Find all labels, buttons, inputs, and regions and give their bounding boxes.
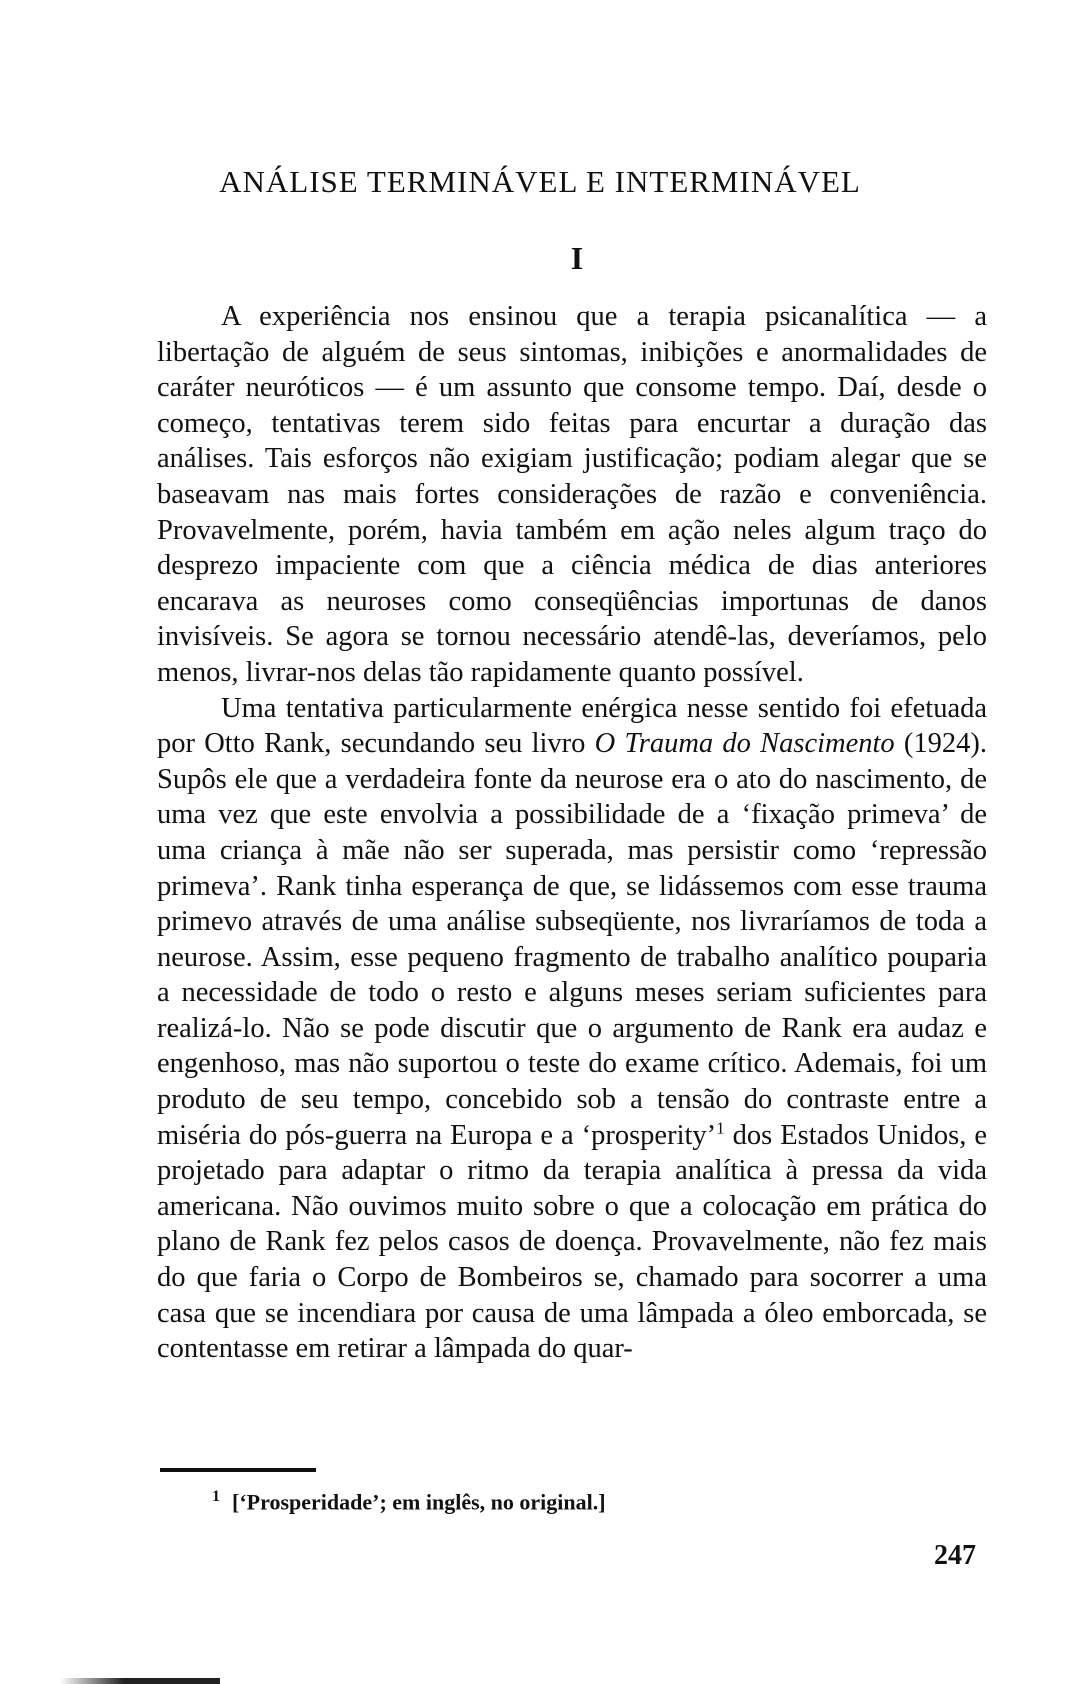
section-number: I (570, 240, 584, 276)
paragraph-2 (157, 691, 987, 1367)
footnote-number: 1 (212, 1488, 220, 1505)
book-title-italic: O Trauma do Nascimento (594, 728, 895, 760)
paragraph-1-text: A experiência nos ensinou que a terapia psicanalítica — a libertação de alguém de seus sintomas, inibições e anormalidades de caráter neuróticos — é um assunto que consome tempo. Daí, desde o começo, tentativas terem sido feitas para encurtar a duração das análises. Tais esforços não exigiam justificação; podiam alegar que se baseavam nas mais fortes considerações de razão e conveniência. Provavelmente, porém, havia também em ação neles algum traço do desprezo impaciente com que a ciência médica de dias anteriores encarava as neuroses como conseqüências importunas de danos invisíveis. Se agora se tornou necessário atendê-las, deveríamos, pelo menos, livrar-nos delas tão rapidamente quanto possível. (157, 301, 987, 688)
body-text (157, 299, 987, 1367)
paragraph-1 (157, 299, 987, 691)
footnote-divider (160, 1468, 316, 1472)
paragraph-2-text-end: dos Estados Unidos, e projetado para adaptar o ritmo da terapia analítica à pressa da vida americana. Não ouvimos muito sobre o que a colocação em prática do plano de Rank fez pelos casos de doença. Provavelmente, não fez mais do que faria o Corpo de Bombeiros se, chamado para socorrer a uma casa que se incendiara por causa de uma lâmpada a óleo emborcada, se contentasse em retirar a lâmpada do quar- (157, 1119, 987, 1365)
footnote (212, 1488, 606, 1515)
scan-edge-shadow (60, 1678, 220, 1684)
chapter-title: ANÁLISE TERMINÁVEL E INTERMINÁVEL (219, 164, 861, 199)
paragraph-2-text-start: Uma tentativa particularmente enérgica nesse sentido foi efetuada por Otto Rank, secundando seu livro (157, 692, 987, 760)
page-number: 247 (934, 1540, 976, 1571)
footnote-text: [‘Prosperidade’; em inglês, no original.] (232, 1489, 606, 1515)
footnote-reference: 1 (716, 1118, 725, 1138)
paragraph-2-text-middle: (1924). Supôs ele que a verdadeira fonte da neurose era o ato do nascimento, de uma vez que este envolvia a possibilidade de a ‘fixação primeva’ de uma criança à mãe não ser superada, mas persistir como ‘repressão primeva’. Rank tinha esperança de que, se lidássemos com esse trauma primevo através de uma análise subseqüente, nos livraríamos de toda a neurose. Assim, esse pequeno fragmento de trabalho analítico pouparia a necessidade de todo o resto e alguns meses seriam suficientes para realizá-lo. Não se pode discutir que o argumento de Rank era audaz e engenhoso, mas não suportou o teste do exame crítico. Ademais, foi um produto de seu tempo, concebido sob a tensão do contraste entre a miséria do pós-guerra na Europa e a ‘prosperity’ (157, 728, 988, 1151)
